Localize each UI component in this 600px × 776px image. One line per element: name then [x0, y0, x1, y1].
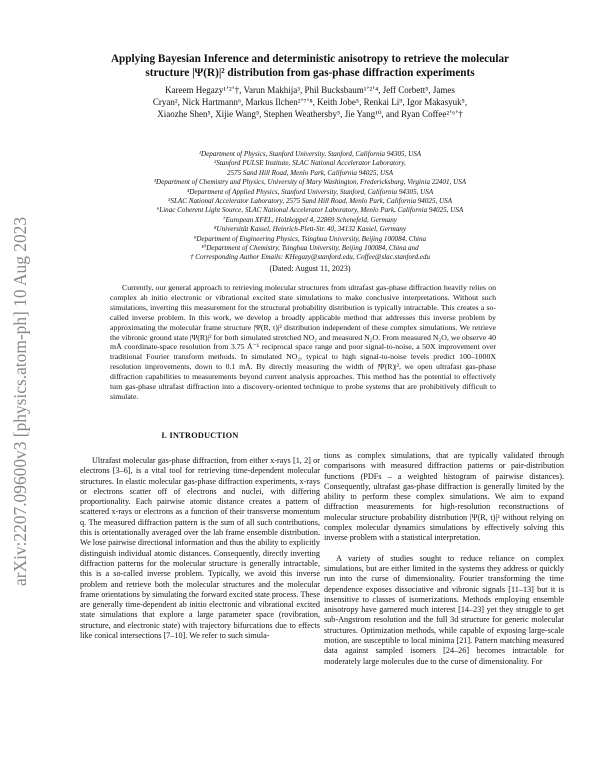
- paragraph: A variety of studies sought to reduce reliance on complex simulations, but are either limited in the systems they address or quickly run into the curse of dimensionality. Fourier transforming the time dependence exposes dissociative and vibronic signals [11–13] but it is insensitive to classes of isomerizations. Methods employing ensemble anisotropy have garnered much interest [14–23] yet they struggle to get sub-Angstrom resolution and the full 3d structure for generic molecular structures. Optimization methods, while capable of exposing large-scale motion, are susceptible to local minima [21]. Pattern matching measured data against sampled isomers [24–26] becomes intractable for moderately large molecules due to the curse of dimensionality. For: [324, 553, 564, 666]
- right-column: [324, 451, 564, 667]
- affiliation: ⁵SLAC National Accelerator Laboratory, 2575 Sand Hill Road, Menlo Park, California 94025, USA: [167, 197, 453, 206]
- arxiv-identifier: [0, 190, 40, 590]
- section-heading-introduction: I. INTRODUCTION: [161, 431, 239, 440]
- affiliation: ⁸Universität Kassel, Heinrich-Plett-Str. 40, 34132 Kassel, Germany: [213, 225, 406, 234]
- authors-line-3: Xiaozhe Shen⁵, Xijie Wang⁵, Stephen Weathersby⁵, Jie Yang¹⁰, and Ryan Coffee²ʼ⁶ʼ†: [157, 109, 463, 119]
- affiliation: ¹⁰Department of Chemistry, Tsinghua University, Beijing 100084, China and: [201, 244, 419, 253]
- authors-line-1: Kareem Hegazy¹ʼ²ʼ†, Varun Makhija³, Phil Bucksbaum¹ʼ²ʼ⁴, Jeff Corbett⁵, James: [165, 85, 455, 95]
- arxiv-id-text: arXiv:2207.09600v3 [physics.atom-ph] 10 Aug 2023: [10, 216, 30, 586]
- affiliation: ⁶Linac Coherent Light Source, SLAC National Accelerator Laboratory, Menlo Park, California 94025, USA: [156, 206, 464, 215]
- title-line-2: structure |Ψ(R)|² distribution from gas-phase diffraction experiments: [145, 67, 475, 79]
- corresponding-author: † Corresponding Author Emails: KHegazy@stanford.edu, Coffee@slac.stanford.edu: [189, 253, 431, 262]
- affiliation: ²Stanford PULSE Institute, SLAC National Accelerator Laboratory,: [214, 159, 406, 168]
- paragraph: tions as complex simulations, that are typically validated through comparisons with measured diffraction patterns or pair-distribution functions (PDFs – a weighted histogram of pairwise distances). Consequently, ultrafast gas-phase diffraction is generally limited by the ability to perform these complex simulations. We aim to expand diffraction measurements for high-resolution reconstructions of molecular structure probability distribution |Ψ(R, t)|² without relying on complex molecular dynamics simulations by effectively solving this inverse problem with a statistical interpretation.: [324, 451, 564, 543]
- affiliation: ⁷European XFEL, Holzkoppel 4, 22869 Schenefeld, Germany: [223, 215, 397, 224]
- affiliation: ¹Department of Physics, Stanford University, Stanford, California 94305, USA: [198, 150, 422, 158]
- author-list: [80, 84, 540, 120]
- affiliation: 2575 Sand Hill Road, Menlo Park, California 94025, USA: [226, 168, 394, 177]
- affiliation: ³Department of Chemistry and Physics, University of Mary Washington, Fredericksburg, Virginia 22401, USA: [153, 178, 467, 187]
- date-line: (Dated: August 11, 2023): [269, 264, 351, 273]
- paper-title: [60, 52, 560, 80]
- left-column: [80, 456, 320, 641]
- affiliation: ⁹Department of Engineering Physics, Tsinghua University, Beijing 100084, China: [193, 234, 427, 243]
- abstract: Currently, our general approach to retrieving molecular structures from ultrafast gas-phase diffraction heavily relies on complex ab initio electronic or vibrational excited state simulations to make conclusive interpretations. Without such simulations, inverting this measurement for the structural probability distribution is typically intractable. This creates a so-called inverse problem. In this work, we develop a broadly applicable method that addresses this inverse problem by approximating the molecular frame structure |Ψ(R, t)|² distribution independent of these complex simulations. We retrieve the vibronic ground state |Ψ(R)|² for both simulated stretched NO₂ and measured N₂O. From measured N₂O, we observe 40 mÅ coordinate-space resolution from 3.75 Å⁻¹ reciprocal space range and poor signal-to-noise, a 50X improvement over traditional Fourier transform methods. In simulated NO₂, typical to high signal-to-noise levels predict 100–1000X resolution improvements, down to 0.1 mÅ. By directly measuring the width of |Ψ(R)|², we open ultrafast gas-phase diffraction capabilities to measurements beyond current analysis approaches. This method has the potential to effectively turn gas-phase ultrafast diffraction into a discovery-oriented technique to probe systems that are prohibitively difficult to simulate.: [110, 283, 496, 401]
- affiliations: [60, 150, 560, 263]
- affiliation: ⁴Department of Applied Physics, Stanford University, Stanford, California 94305, USA: [186, 187, 434, 196]
- authors-line-2: Cryan², Nick Hartmann⁶, Markus Ilchen²ʼ⁷ʼ⁸, Keith Jobe⁵, Renkai Li⁹, Igor Makasyuk⁵,: [152, 97, 468, 107]
- title-line-1: Applying Bayesian Inference and deterministic anisotropy to retrieve the molecular: [110, 53, 510, 65]
- paragraph: Ultrafast molecular gas-phase diffraction, from either x-rays [1, 2] or electrons [3–6], is a vital tool for retrieving time-dependent molecular structures. In elastic molecular gas-phase diffraction experiments, x-rays or electrons scatter off of electrons and nuclei, with differing proportionality. Each pairwise atomic distance creates a pattern of scattered x-rays or electrons as a function of their transverse momentum q. The measured diffraction pattern is the sum of all such contributions, this is orientationally averaged over the lab frame ensemble distribution. We lose pairwise directional information and thus the ability to explicitly distinguish individual atomic distances. Consequently, directly inverting diffraction patterns for the molecular structure is generally intractable, this is a so-called inverse problem. Typically, we avoid this inverse problem and retrieve both the molecular structures and the molecular frame orientations by simulating the forward excited state process. These are generally time-dependent ab initio electronic and vibrational excited state simulations that explore a large parameter space (rovibration, structure, and electronic state) with trajectory bifurcations due to effects like conical intersections [7–10]. We refer to such simula-: [80, 456, 320, 641]
